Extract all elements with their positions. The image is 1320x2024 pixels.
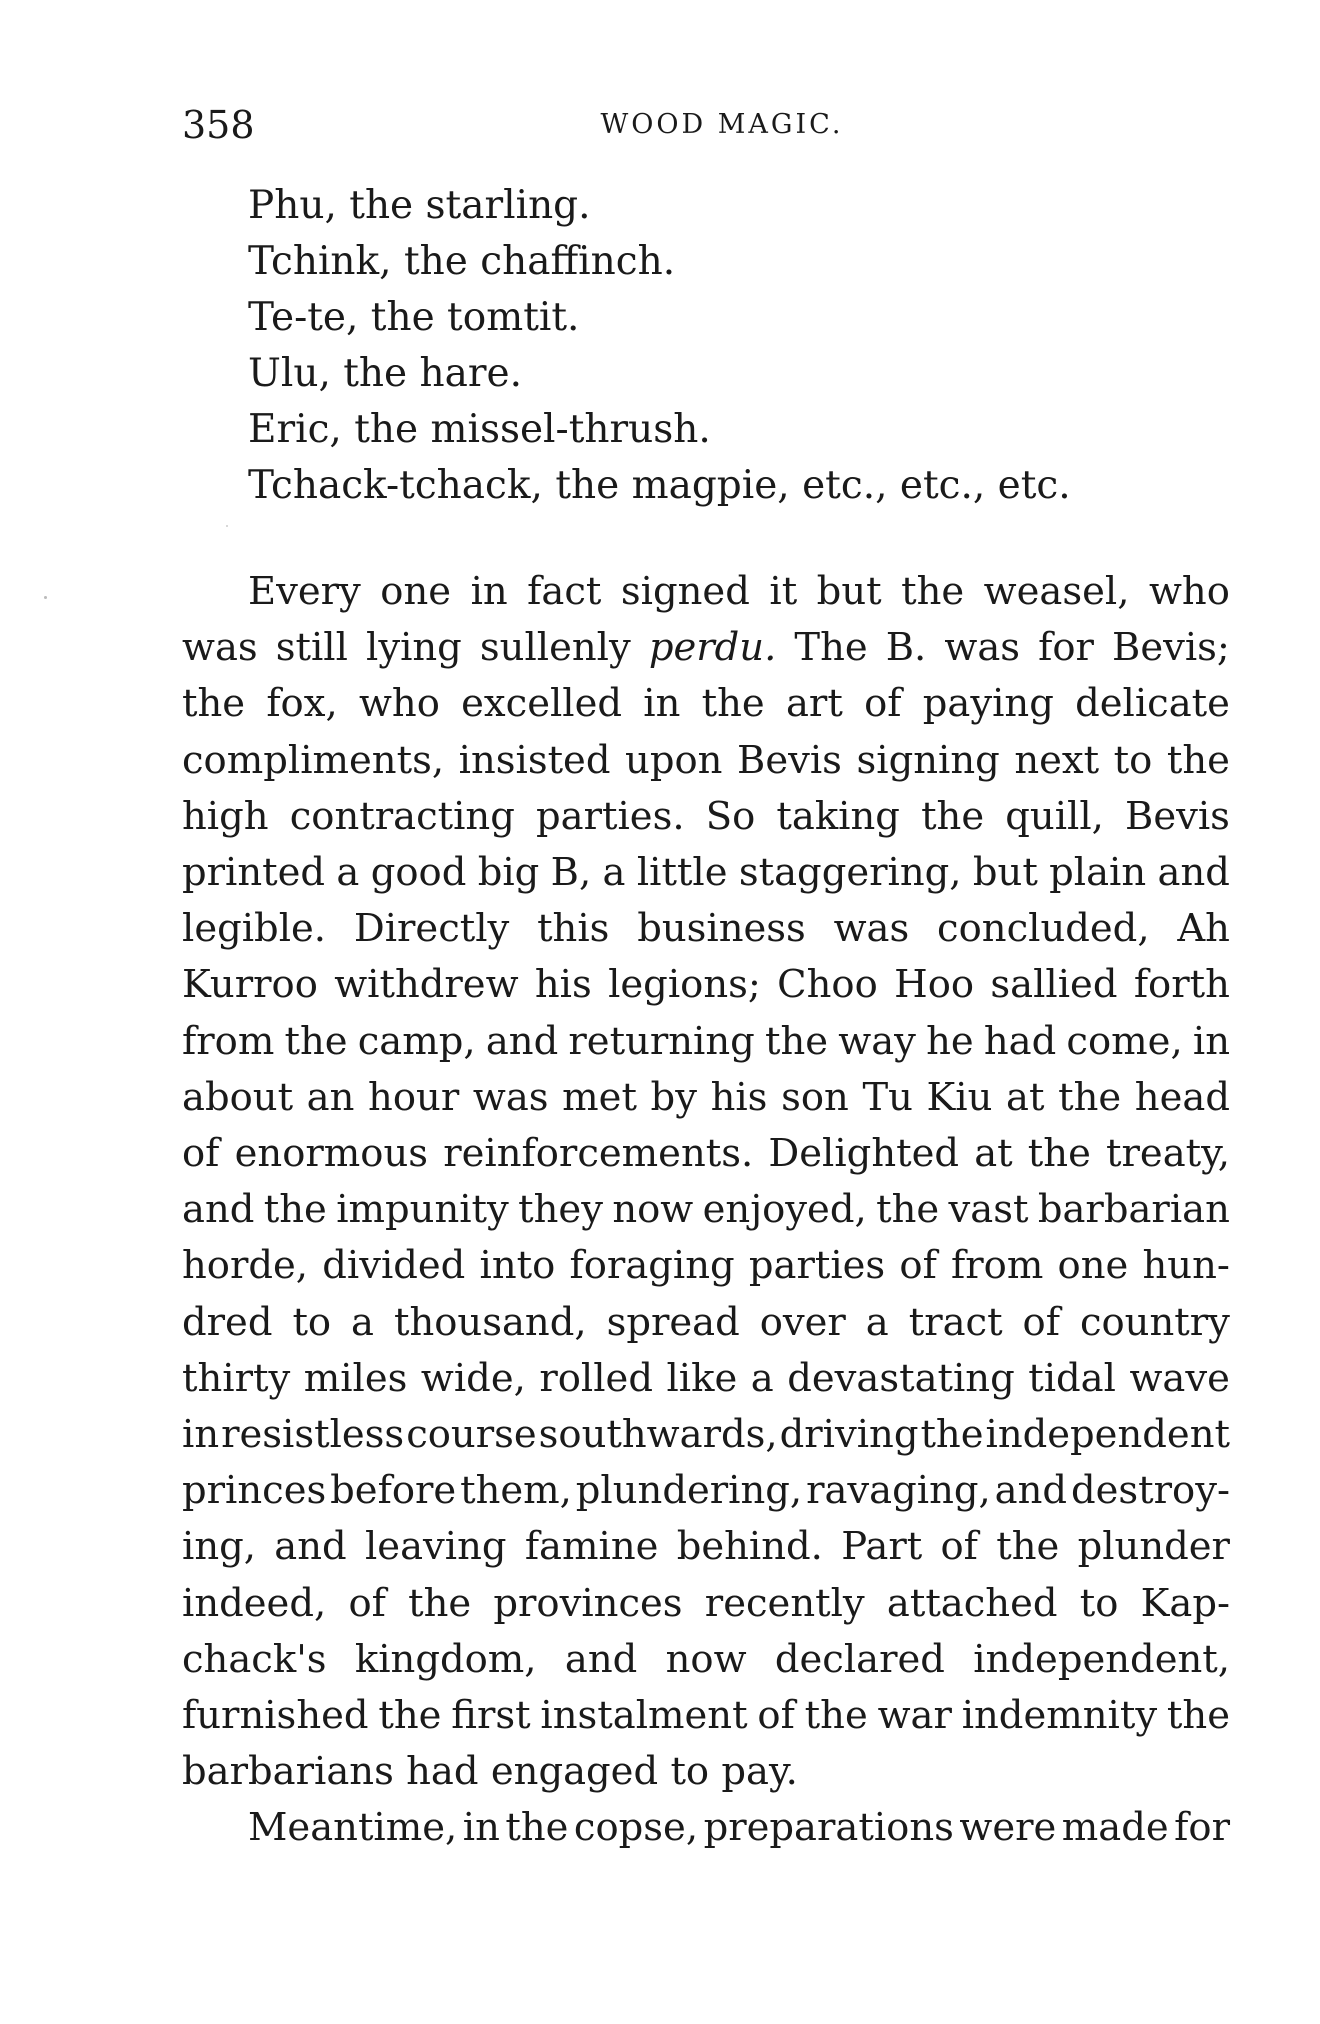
- word: an: [306, 1074, 355, 1120]
- word: was: [182, 625, 258, 671]
- word: one: [1057, 1243, 1129, 1289]
- word: the: [1058, 1074, 1122, 1120]
- word: in: [1192, 1018, 1230, 1064]
- word: a: [602, 850, 626, 896]
- word: provinces: [493, 1580, 683, 1626]
- word: Bevis: [737, 737, 842, 783]
- word: So: [705, 793, 756, 839]
- word: resistless: [221, 1412, 405, 1458]
- word: of: [899, 1243, 937, 1289]
- word: for: [1038, 625, 1094, 671]
- word: son: [781, 1074, 849, 1120]
- text-line: [182, 1407, 1230, 1463]
- word: Ah: [1177, 906, 1230, 952]
- word: a: [351, 1299, 375, 1345]
- list-item: Phu, the starling.: [248, 183, 591, 228]
- word: Kiu: [926, 1074, 993, 1120]
- list-item: Ulu, the hare.: [248, 351, 523, 396]
- word: still: [275, 625, 348, 671]
- text-line: [182, 957, 1230, 1013]
- word: behind.: [676, 1524, 823, 1570]
- word: independent,: [973, 1636, 1230, 1682]
- word: big: [477, 850, 540, 896]
- word: tidal: [1028, 1355, 1116, 1401]
- word: to: [1079, 1580, 1119, 1626]
- word: dred: [182, 1299, 273, 1345]
- word: the: [876, 1187, 940, 1233]
- word: driving: [779, 1412, 919, 1458]
- word: contracting: [289, 793, 515, 839]
- word: over: [759, 1299, 846, 1345]
- word: the: [1166, 1693, 1230, 1739]
- word: the: [996, 1524, 1060, 1570]
- word: of: [940, 1524, 978, 1570]
- text-line: [182, 1576, 1230, 1632]
- word: now: [665, 1636, 747, 1682]
- word: made: [1061, 1805, 1169, 1851]
- word: from: [182, 1018, 275, 1064]
- word: his: [710, 1074, 768, 1120]
- word: thirty: [182, 1355, 291, 1401]
- word: plundering,: [575, 1468, 803, 1514]
- word: barbarian: [1037, 1187, 1230, 1233]
- word: at: [974, 1131, 1013, 1177]
- word: now: [612, 1187, 694, 1233]
- word: B.: [885, 625, 927, 671]
- list-item: Tchink, the chaffinch.: [248, 239, 676, 284]
- word: rolled: [539, 1355, 653, 1401]
- word: the: [804, 1693, 868, 1739]
- word: in: [462, 1805, 500, 1851]
- word: devastating: [787, 1355, 1015, 1401]
- word: fact: [527, 569, 602, 614]
- word: the: [921, 793, 985, 839]
- word: vast: [948, 1187, 1029, 1233]
- word: parties.: [536, 793, 685, 839]
- word: compliments,: [182, 737, 445, 783]
- text-line: [182, 1182, 1230, 1238]
- word: to: [292, 1299, 332, 1345]
- word: enjoyed,: [702, 1187, 867, 1233]
- word: camp,: [357, 1018, 476, 1064]
- text-line: [182, 1800, 1230, 1856]
- word: Directly: [353, 906, 510, 952]
- word: Part: [841, 1524, 923, 1570]
- text-line: [182, 1463, 1230, 1519]
- word: was: [944, 625, 1021, 671]
- word: the: [1166, 737, 1230, 783]
- word: Bevis: [1125, 793, 1230, 839]
- word: this: [537, 906, 610, 952]
- word: it: [769, 569, 798, 614]
- signatory-list: [248, 178, 1148, 514]
- word: plain: [1049, 850, 1147, 896]
- word: in: [182, 1412, 220, 1458]
- word: before: [330, 1468, 457, 1514]
- word: head: [1134, 1074, 1230, 1120]
- word: of: [1022, 1299, 1060, 1345]
- word: leaving: [364, 1524, 507, 1570]
- word: had: [983, 1018, 1057, 1064]
- word: horde,: [182, 1243, 309, 1289]
- word: quill,: [1005, 793, 1104, 839]
- word: delicate: [1075, 681, 1230, 727]
- text-line: [182, 1351, 1230, 1407]
- text-line: [182, 901, 1230, 957]
- paper-speck: [226, 525, 228, 527]
- word: lying: [366, 625, 462, 671]
- word: enormous: [234, 1131, 429, 1177]
- word: country: [1079, 1299, 1230, 1345]
- word: fox,: [266, 681, 338, 727]
- text-line: [182, 1295, 1230, 1351]
- text-line: [182, 1238, 1230, 1294]
- text-line: [182, 1519, 1230, 1575]
- word: copse,: [573, 1805, 699, 1851]
- word: barbarians: [182, 1749, 394, 1795]
- word: and: [564, 1636, 638, 1682]
- word: insisted: [458, 737, 611, 783]
- word: and: [994, 1468, 1068, 1514]
- word: they: [518, 1187, 603, 1233]
- text-line: [182, 620, 1230, 676]
- word: of: [864, 681, 902, 727]
- word: sallied: [990, 962, 1118, 1008]
- word: upon: [625, 737, 723, 783]
- word: independent: [985, 1412, 1230, 1458]
- word: Hoo: [894, 962, 975, 1008]
- word: for: [1174, 1805, 1230, 1851]
- text-line: [182, 1744, 1230, 1800]
- word: spread: [606, 1299, 740, 1345]
- word: a: [750, 1355, 774, 1401]
- word: but: [972, 850, 1038, 896]
- word: Meantime,: [248, 1805, 458, 1851]
- word: instalment: [540, 1693, 748, 1739]
- word: Tu: [862, 1074, 913, 1120]
- word: of: [182, 1131, 220, 1177]
- word: met: [562, 1074, 637, 1120]
- word: the: [284, 1018, 348, 1064]
- word: the: [263, 1187, 327, 1233]
- word: B,: [550, 850, 592, 896]
- word: wide,: [420, 1355, 526, 1401]
- word: furnished: [182, 1693, 369, 1739]
- word: reinforcements.: [443, 1131, 754, 1177]
- word: to: [670, 1749, 710, 1795]
- word: the: [182, 681, 246, 727]
- running-title: WOOD MAGIC.: [600, 109, 844, 140]
- word: way: [838, 1018, 916, 1064]
- word: declared: [774, 1636, 945, 1682]
- word: and: [485, 1018, 559, 1064]
- word: of: [757, 1693, 795, 1739]
- word: withdrew: [334, 962, 519, 1008]
- word: engaged: [490, 1749, 659, 1795]
- word: war: [877, 1693, 952, 1739]
- word: art: [785, 681, 843, 727]
- word: good: [370, 850, 467, 896]
- text-line: [182, 676, 1230, 732]
- word: foraging: [569, 1243, 735, 1289]
- word: had: [406, 1749, 479, 1795]
- word: and: [1157, 850, 1230, 896]
- word: the: [1027, 1131, 1091, 1177]
- body-text: [182, 564, 1230, 1857]
- word: the: [765, 1018, 829, 1064]
- word: a: [336, 850, 360, 896]
- word: forth: [1133, 962, 1230, 1008]
- word: them,: [460, 1468, 572, 1514]
- text-line: [182, 1070, 1230, 1126]
- word: and: [274, 1524, 347, 1570]
- word: his: [534, 962, 592, 1008]
- word: treaty,: [1106, 1131, 1230, 1177]
- word: perdu.: [648, 625, 777, 671]
- word: were: [959, 1805, 1057, 1851]
- text-line: [182, 789, 1230, 845]
- word: signed: [620, 569, 750, 614]
- word: indemnity: [961, 1693, 1158, 1739]
- word: sullenly: [479, 625, 631, 671]
- word: the: [505, 1805, 569, 1851]
- word: staggering,: [738, 850, 962, 896]
- paragraph: [182, 1800, 1230, 1856]
- word: indeed,: [182, 1580, 327, 1626]
- word: paying: [922, 681, 1054, 727]
- word: one: [380, 569, 452, 614]
- word: divided: [322, 1243, 466, 1289]
- word: the: [378, 1693, 442, 1739]
- word: business: [637, 906, 806, 952]
- word: from: [951, 1243, 1044, 1289]
- word: princes: [182, 1468, 327, 1514]
- word: next: [1014, 737, 1100, 783]
- word: first: [451, 1693, 531, 1739]
- text-line: [182, 845, 1230, 901]
- word: and: [182, 1187, 255, 1233]
- word: Bevis;: [1112, 625, 1230, 671]
- word: he: [926, 1018, 974, 1064]
- list-item: Te-te, the tomtit.: [248, 295, 580, 340]
- word: returning: [568, 1018, 755, 1064]
- word: to: [1113, 737, 1153, 783]
- word: the: [920, 1412, 984, 1458]
- word: The: [794, 625, 868, 671]
- word: of: [348, 1580, 386, 1626]
- word: Every: [248, 569, 361, 614]
- text-line: [182, 733, 1230, 789]
- text-line: [182, 1632, 1230, 1688]
- word: Delighted: [768, 1131, 960, 1177]
- word: at: [1006, 1074, 1045, 1120]
- word: destroy-: [1070, 1468, 1230, 1514]
- word: parties: [748, 1243, 886, 1289]
- word: was: [833, 906, 910, 952]
- word: attached: [886, 1580, 1058, 1626]
- word: legions;: [608, 962, 761, 1008]
- word: miles: [303, 1355, 408, 1401]
- word: was: [472, 1074, 549, 1120]
- word: southwards,: [538, 1412, 778, 1458]
- word: taking: [776, 793, 900, 839]
- text-line: [182, 1126, 1230, 1182]
- word: by: [650, 1074, 697, 1120]
- paper-speck: [44, 596, 47, 599]
- word: impunity: [336, 1187, 509, 1233]
- text-line: [182, 1688, 1230, 1744]
- list-item: Tchack-tchack, the magpie, etc., etc., etc.: [248, 463, 1071, 508]
- word: in: [470, 569, 508, 614]
- word: preparations: [703, 1805, 954, 1851]
- word: Kap-: [1140, 1580, 1230, 1626]
- paragraph: [182, 564, 1230, 1800]
- word: signing: [856, 737, 1000, 783]
- word: printed: [182, 850, 326, 896]
- word: about: [182, 1074, 294, 1120]
- word: the: [901, 569, 965, 614]
- word: hun-: [1142, 1243, 1230, 1289]
- word: wave: [1129, 1355, 1230, 1401]
- word: who: [358, 681, 440, 727]
- word: come,: [1066, 1018, 1183, 1064]
- word: excelled: [461, 681, 623, 727]
- running-head: [182, 100, 1222, 150]
- word: thousand,: [393, 1299, 587, 1345]
- word: but: [816, 569, 882, 614]
- word: ravaging,: [806, 1468, 991, 1514]
- word: high: [182, 793, 269, 839]
- word: hour: [368, 1074, 460, 1120]
- word: course: [406, 1412, 537, 1458]
- word: the: [701, 681, 765, 727]
- word: concluded,: [937, 906, 1150, 952]
- word: the: [408, 1580, 472, 1626]
- word: kingdom,: [354, 1636, 537, 1682]
- page-number: 358: [182, 103, 255, 147]
- word: pay.: [721, 1749, 798, 1795]
- word: into: [479, 1243, 556, 1289]
- word: who: [1148, 569, 1230, 614]
- word: plunder: [1077, 1524, 1230, 1570]
- text-line: [182, 1014, 1230, 1070]
- word: Kurroo: [182, 962, 318, 1008]
- word: like: [666, 1355, 738, 1401]
- word: a: [865, 1299, 889, 1345]
- word: little: [636, 850, 728, 896]
- text-line: [182, 564, 1230, 620]
- word: recently: [704, 1580, 865, 1626]
- word: famine: [524, 1524, 659, 1570]
- word: tract: [908, 1299, 1003, 1345]
- word: weasel,: [983, 569, 1130, 614]
- word: legible.: [182, 906, 327, 952]
- word: ing,: [182, 1524, 256, 1570]
- word: Choo: [777, 962, 878, 1008]
- word: in: [643, 681, 681, 727]
- word: chack's: [182, 1636, 327, 1682]
- list-item: Eric, the missel-thrush.: [248, 407, 711, 452]
